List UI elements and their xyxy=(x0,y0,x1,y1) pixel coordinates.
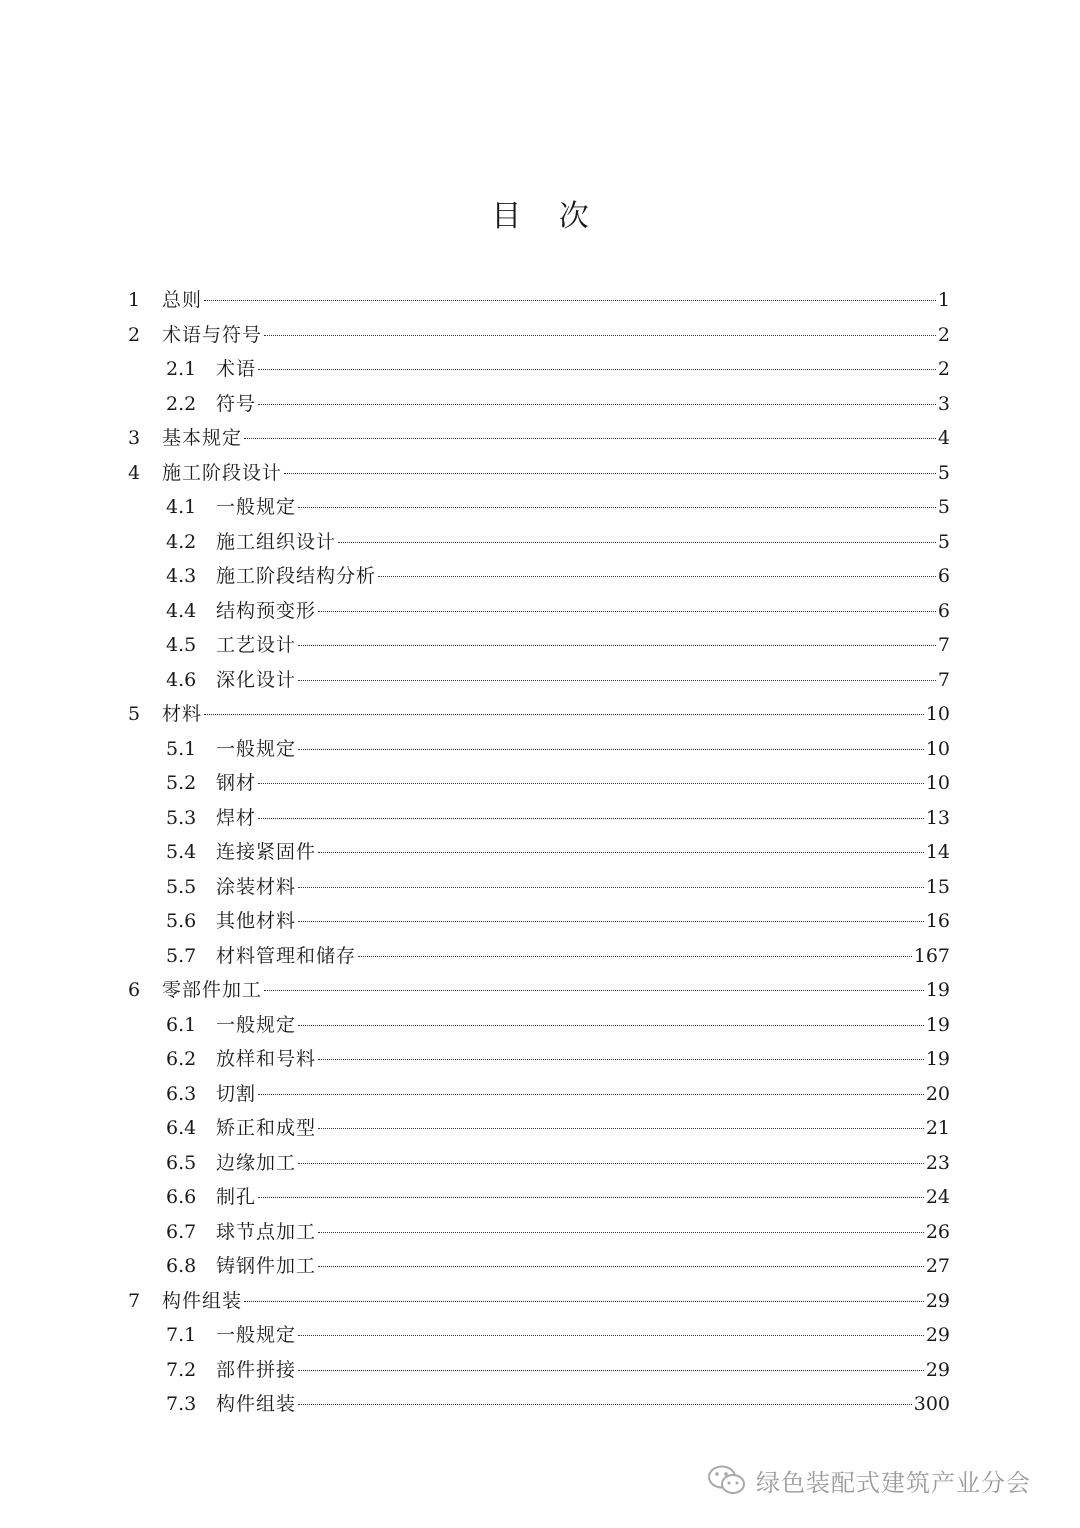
dot-leader xyxy=(358,956,912,957)
toc-entry[interactable] xyxy=(0,801,1080,835)
dot-leader xyxy=(204,714,924,715)
toc-entry-page-number: 19 xyxy=(925,1013,950,1036)
toc-entry-line xyxy=(216,1387,950,1421)
dot-leader xyxy=(318,1128,924,1129)
toc-entry[interactable] xyxy=(0,870,1080,904)
toc-entry-label: 切割 xyxy=(216,1082,257,1105)
toc-entry-number: 6.8 xyxy=(166,1255,197,1277)
toc-entry-number: 5 xyxy=(128,703,141,725)
toc-entry-page-number: 5 xyxy=(937,496,950,518)
toc-entry-label: 构件组装 xyxy=(162,1289,243,1312)
toc-entry-page-number: 23 xyxy=(925,1151,950,1174)
dot-leader xyxy=(318,611,936,612)
dot-leader xyxy=(318,852,924,853)
toc-entry[interactable] xyxy=(0,1249,1080,1283)
dot-leader xyxy=(258,783,924,784)
dot-leader xyxy=(244,1301,924,1302)
toc-entry-page-number: 29 xyxy=(925,1324,950,1346)
toc-entry-line xyxy=(216,1146,950,1180)
toc-entry[interactable] xyxy=(0,1353,1080,1387)
toc-entry-line xyxy=(216,1111,950,1145)
toc-entry-line xyxy=(162,697,950,731)
toc-entry-line xyxy=(216,628,950,662)
toc-entry-label: 铸钢件加工 xyxy=(216,1255,317,1277)
toc-entry-page-number: 167 xyxy=(913,944,950,967)
dot-leader xyxy=(318,1232,924,1233)
toc-entry-label: 焊材 xyxy=(216,806,257,829)
toc-entry-page-number: 19 xyxy=(925,1048,950,1070)
dot-leader xyxy=(298,645,936,646)
toc-entry-page-number: 10 xyxy=(925,772,950,794)
dot-leader xyxy=(298,1335,924,1336)
toc-entry-number: 4.3 xyxy=(166,565,197,587)
toc-entry-line xyxy=(162,1284,950,1318)
toc-entry-number: 7.3 xyxy=(166,1393,197,1415)
toc-entry-page-number: 16 xyxy=(925,910,950,932)
dot-leader xyxy=(258,1197,924,1198)
toc-entry-line xyxy=(216,1077,950,1111)
dot-leader xyxy=(298,749,924,750)
toc-entry-label: 边缘加工 xyxy=(216,1151,297,1174)
toc-entry-label: 材料管理和储存 xyxy=(216,944,357,967)
toc-entry-page-number: 3 xyxy=(937,392,950,415)
toc-entry[interactable] xyxy=(0,594,1080,628)
toc-entry-number: 2 xyxy=(128,323,141,346)
toc-entry-number: 7.1 xyxy=(166,1324,197,1346)
toc-entry-page-number: 24 xyxy=(925,1186,950,1208)
toc-entry[interactable] xyxy=(0,318,1080,352)
toc-entry[interactable] xyxy=(0,525,1080,559)
toc-entry-number: 4.2 xyxy=(166,530,197,553)
toc-entry-number: 6 xyxy=(128,979,141,1001)
dot-leader xyxy=(258,369,936,370)
toc-entry-page-number: 6 xyxy=(937,565,950,587)
toc-entry[interactable] xyxy=(0,1111,1080,1145)
toc-entry-line xyxy=(216,525,950,559)
toc-entry-line xyxy=(162,421,950,455)
toc-entry-number: 5.3 xyxy=(166,806,197,829)
toc-entry[interactable] xyxy=(0,1008,1080,1042)
dot-leader xyxy=(318,1266,924,1267)
toc-entry-number: 7 xyxy=(128,1289,141,1312)
toc-entry-number: 4.1 xyxy=(166,496,197,518)
dot-leader xyxy=(258,404,936,405)
toc-entry-number: 6.3 xyxy=(166,1082,197,1105)
toc-entry-label: 涂装材料 xyxy=(216,875,297,898)
toc-entry-number: 2.1 xyxy=(166,358,197,380)
toc-entry-label: 放样和号料 xyxy=(216,1048,317,1070)
toc-entry-number: 4.5 xyxy=(166,634,197,656)
toc-entry-number: 5.2 xyxy=(166,772,197,794)
toc-entry-label: 符号 xyxy=(216,392,257,415)
toc-entry-page-number: 15 xyxy=(925,875,950,898)
toc-entry-number: 5.1 xyxy=(166,737,197,760)
toc-entry-line xyxy=(216,1042,950,1076)
toc-entry[interactable] xyxy=(0,628,1080,662)
toc-entry-number: 6.5 xyxy=(166,1151,197,1174)
toc-entry-line xyxy=(216,732,950,766)
watermark-text: 绿色装配式建筑产业分会 xyxy=(756,1468,1031,1497)
toc-entry-page-number: 19 xyxy=(925,979,950,1001)
toc-entry-line xyxy=(216,1180,950,1214)
toc-entry-number: 4 xyxy=(128,461,141,484)
toc-entry-line xyxy=(216,559,950,593)
toc-entry-label: 构件组装 xyxy=(216,1393,297,1415)
toc-entry-page-number: 10 xyxy=(925,737,950,760)
toc-entry[interactable] xyxy=(0,1318,1080,1352)
toc-entry-page-number: 2 xyxy=(937,323,950,346)
dot-leader xyxy=(318,1059,924,1060)
toc-entry-page-number: 26 xyxy=(925,1220,950,1243)
toc-entry-number: 6.4 xyxy=(166,1117,197,1139)
toc-entry[interactable] xyxy=(0,1077,1080,1111)
toc-entry-label: 施工阶段结构分析 xyxy=(216,565,377,587)
toc-entry[interactable] xyxy=(0,663,1080,697)
toc-entry-line xyxy=(216,766,950,800)
toc-entry-line xyxy=(216,490,950,524)
toc-entry[interactable] xyxy=(0,559,1080,593)
toc-entry[interactable] xyxy=(0,421,1080,455)
toc-entry-page-number: 2 xyxy=(937,358,950,380)
toc-entry-page-number: 20 xyxy=(925,1082,950,1105)
toc-entry-label: 术语 xyxy=(216,358,257,380)
toc-entry-line xyxy=(216,1353,950,1387)
toc-entry-number: 6.7 xyxy=(166,1220,197,1243)
toc-entry-label: 矫正和成型 xyxy=(216,1117,317,1139)
dot-leader xyxy=(258,818,924,819)
toc-entry-line xyxy=(216,1008,950,1042)
toc-entry-label: 施工组织设计 xyxy=(216,530,337,553)
toc-entry-label: 零部件加工 xyxy=(162,979,263,1001)
toc-entry-label: 钢材 xyxy=(216,772,257,794)
toc-entry-page-number: 7 xyxy=(937,634,950,656)
toc-entry-line xyxy=(216,387,950,421)
toc-entry-number: 3 xyxy=(128,427,141,449)
toc-entry-page-number: 21 xyxy=(925,1117,950,1139)
toc-entry[interactable] xyxy=(0,490,1080,524)
toc-entry[interactable] xyxy=(0,456,1080,490)
toc-entry-number: 5.4 xyxy=(166,841,197,863)
toc-entry[interactable] xyxy=(0,939,1080,973)
toc-entry-line xyxy=(162,318,950,352)
toc-entry-number: 5.6 xyxy=(166,910,197,932)
toc-entry[interactable] xyxy=(0,1284,1080,1318)
toc-entry-number: 5.7 xyxy=(166,944,197,967)
toc-entry-line xyxy=(216,939,950,973)
toc-entry-line xyxy=(216,1318,950,1352)
toc-entry-number: 1 xyxy=(128,289,141,311)
toc-entry-label: 球节点加工 xyxy=(216,1220,317,1243)
toc-entry-line xyxy=(216,904,950,938)
toc-entry-page-number: 29 xyxy=(925,1358,950,1381)
toc-entry-number: 7.2 xyxy=(166,1358,197,1381)
toc-entry-number: 2.2 xyxy=(166,392,197,415)
toc-entry-page-number: 4 xyxy=(937,427,950,449)
toc-entry[interactable] xyxy=(0,1215,1080,1249)
toc-entry[interactable] xyxy=(0,283,1080,317)
dot-leader xyxy=(298,1163,924,1164)
toc-entry-page-number: 29 xyxy=(925,1289,950,1312)
toc-entry-line xyxy=(162,973,950,1007)
dot-leader xyxy=(284,473,936,474)
toc-entry-number: 6.6 xyxy=(166,1186,197,1208)
toc-entry-line xyxy=(216,663,950,697)
toc-entry-label: 一般规定 xyxy=(216,496,297,518)
toc-entry-line xyxy=(216,835,950,869)
toc-entry[interactable] xyxy=(0,766,1080,800)
toc-entry-line xyxy=(162,456,950,490)
toc-entry-label: 结构预变形 xyxy=(216,599,317,622)
toc-entry-line xyxy=(216,1249,950,1283)
dot-leader xyxy=(298,1370,924,1371)
toc-entry-label: 工艺设计 xyxy=(216,634,297,656)
watermark xyxy=(706,1458,1056,1502)
toc-entry-label: 一般规定 xyxy=(216,737,297,760)
dot-leader xyxy=(298,507,936,508)
toc-entry[interactable] xyxy=(0,1180,1080,1214)
toc-entry-line xyxy=(216,870,950,904)
dot-leader xyxy=(264,335,936,336)
dot-leader xyxy=(338,542,936,543)
toc-entry-number: 6.1 xyxy=(166,1013,197,1036)
toc-entry[interactable] xyxy=(0,835,1080,869)
toc-entry-page-number: 7 xyxy=(937,668,950,691)
toc-entry[interactable] xyxy=(0,387,1080,421)
toc-entry-label: 术语与符号 xyxy=(162,323,263,346)
toc-entry-line xyxy=(216,352,950,386)
toc-entry-page-number: 27 xyxy=(925,1255,950,1277)
toc-entry[interactable] xyxy=(0,1387,1080,1421)
dot-leader xyxy=(298,680,936,681)
toc-entry-label: 制孔 xyxy=(216,1186,257,1208)
toc-entry-line xyxy=(216,801,950,835)
dot-leader xyxy=(378,576,936,577)
toc-entry-number: 4.6 xyxy=(166,668,197,691)
page-title: 目 次 xyxy=(491,199,603,234)
dot-leader xyxy=(298,921,924,922)
dot-leader xyxy=(298,1404,912,1405)
toc-entry-label: 连接紧固件 xyxy=(216,841,317,863)
toc-entry[interactable] xyxy=(0,1042,1080,1076)
toc-entry-page-number: 5 xyxy=(937,461,950,484)
dot-leader xyxy=(298,1025,924,1026)
toc-entry-page-number: 6 xyxy=(937,599,950,622)
toc-entry-page-number: 5 xyxy=(937,530,950,553)
dot-leader xyxy=(298,887,924,888)
dot-leader xyxy=(258,1094,924,1095)
toc-entry-line xyxy=(162,283,950,317)
toc-entry-label: 其他材料 xyxy=(216,910,297,932)
toc-entry-page-number: 13 xyxy=(925,806,950,829)
toc-entry-number: 6.2 xyxy=(166,1048,197,1070)
toc-entry-page-number: 1 xyxy=(937,289,950,311)
toc-entry-page-number: 14 xyxy=(925,841,950,863)
toc-entry-line xyxy=(216,594,950,628)
toc-entry[interactable] xyxy=(0,904,1080,938)
toc-entry-label: 一般规定 xyxy=(216,1013,297,1036)
toc-entry-line xyxy=(216,1215,950,1249)
toc-entry-label: 施工阶段设计 xyxy=(162,461,283,484)
toc-entry-label: 基本规定 xyxy=(162,427,243,449)
toc-entry-number: 5.5 xyxy=(166,875,197,898)
wechat-icon xyxy=(706,1463,748,1497)
toc-entry-page-number: 300 xyxy=(913,1393,950,1415)
toc-entry[interactable] xyxy=(0,1146,1080,1180)
toc-entry-label: 一般规定 xyxy=(216,1324,297,1346)
toc-entry[interactable] xyxy=(0,697,1080,731)
toc-entry-label: 总则 xyxy=(162,289,203,311)
dot-leader xyxy=(264,990,924,991)
dot-leader xyxy=(244,438,936,439)
toc-entry-label: 材料 xyxy=(162,703,203,725)
toc-entry[interactable] xyxy=(0,973,1080,1007)
toc-entry-page-number: 10 xyxy=(925,703,950,725)
toc-entry-number: 4.4 xyxy=(166,599,197,622)
dot-leader xyxy=(204,300,936,301)
toc-entry[interactable] xyxy=(0,732,1080,766)
toc-entry-label: 部件拼接 xyxy=(216,1358,297,1381)
toc-entry[interactable] xyxy=(0,352,1080,386)
toc-entry-label: 深化设计 xyxy=(216,668,297,691)
